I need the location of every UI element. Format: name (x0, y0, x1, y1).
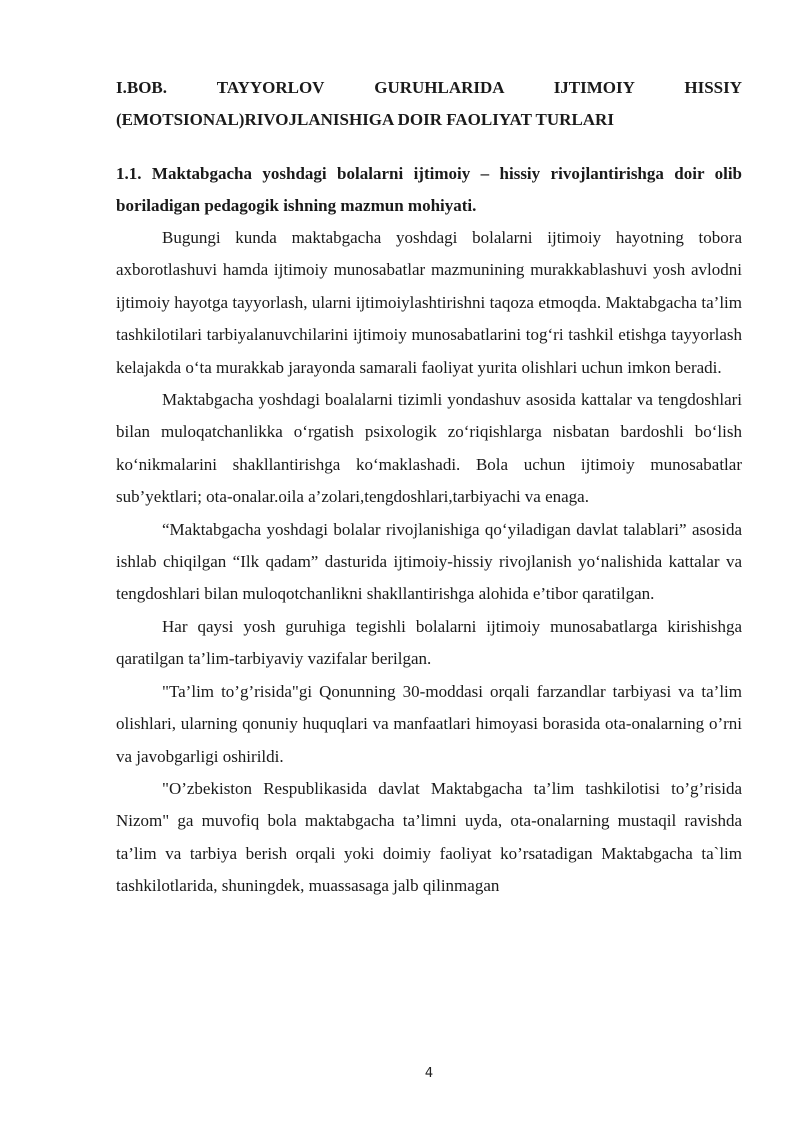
paragraph-4: Har qaysi yosh guruhiga tegishli bolalarni ijtimoiy munosabatlarga kirishishga qaratilgan ta’lim-tarbiyaviy vazifalar berilgan. (116, 616, 742, 669)
chapter-title-line-1: I.BOB. TAYYORLOV GURUHLARIDA IJTIMOIY HISSIY (116, 78, 742, 97)
chapter-title-line-2: (EMOTSIONAL)RIVOJLANISHIGA DOIR FAOLIYAT TURLARI (116, 110, 614, 129)
paragraph-1: Bugungi kunda maktabgacha yoshdagi bolalarni ijtimoiy hayotning tobora axborotlashuvi hamda ijtimoiy munosabatlar mazmunining murakkablashuvi yosh avlodni ijtimoiy hayotga tayyorlash, ularni ijtimoiylashtirishni taqoza etmoqda. Maktabgacha ta’lim tashkilotilari tarbiyalanuvchilarini ijtimoiy munosabatlarini tog‘ri tashkil etishga tayyorlash kelajakda o‘ta murakkab jarayonda samarali faoliyat yurita olishlari uchun imkon beradi. (116, 228, 742, 377)
document-page (116, 72, 742, 903)
paragraph-5: "Ta’lim to’g’risida"gi Qonunning 30-moddasi orqali farzandlar tarbiyasi va ta’lim olishlari, ularning qonuniy huquqlari va manfaatlari himoyasi borasida ota-onalarning o’rni va javobgarligi oshirildi. (116, 681, 742, 766)
paragraph-2: Maktabgacha yoshdagi boalalarni tizimli yondashuv asosida kattalar va tengdoshlari bilan muloqatchanlikka o‘rgatish psixologik zo‘riqishlarga nisbatan bardoshli bo‘lish ko‘nikmalarini shakllantirishga ko‘maklashadi. Bola uchun ijtimoiy munosabatlar sub’yektlari; ota-onalar.oila a’zolari,tengdoshlari,tarbiyachi va enaga. (116, 390, 742, 507)
paragraph-6: "O’zbekiston Respublikasida davlat Maktabgacha ta’lim tashkilotisi to’g’risida Nizom" ga muvofiq bola maktabgacha ta’limni uyda, ota-onalarning mustaqil ravishda ta’lim va tarbiya berish orqali yoki doimiy faoliyat ko’rsatadigan Maktabgacha ta`lim tashkilotlarida, shuningdek, muassasaga jalb qilinmagan (116, 778, 742, 896)
page-number: 4 (424, 1066, 434, 1081)
section-title: 1.1. Maktabgacha yoshdagi bolalarni ijtimoiy – hissiy rivojlantirishga doir olib boriladigan pedagogik ishning mazmun mohiyati. (116, 164, 742, 215)
paragraph-3: “Maktabgacha yoshdagi bolalar rivojlanishiga qo‘yiladigan davlat talablari” asosida ishlab chiqilgan “Ilk qadam” dasturida ijtimoiy-hissiy rivojlanish yo‘nalishida kattalar va tengdoshlari bilan muloqotchanlikni shakllantirishga alohida e’tibor qaratilgan. (116, 519, 742, 604)
chapter-title (116, 72, 742, 136)
